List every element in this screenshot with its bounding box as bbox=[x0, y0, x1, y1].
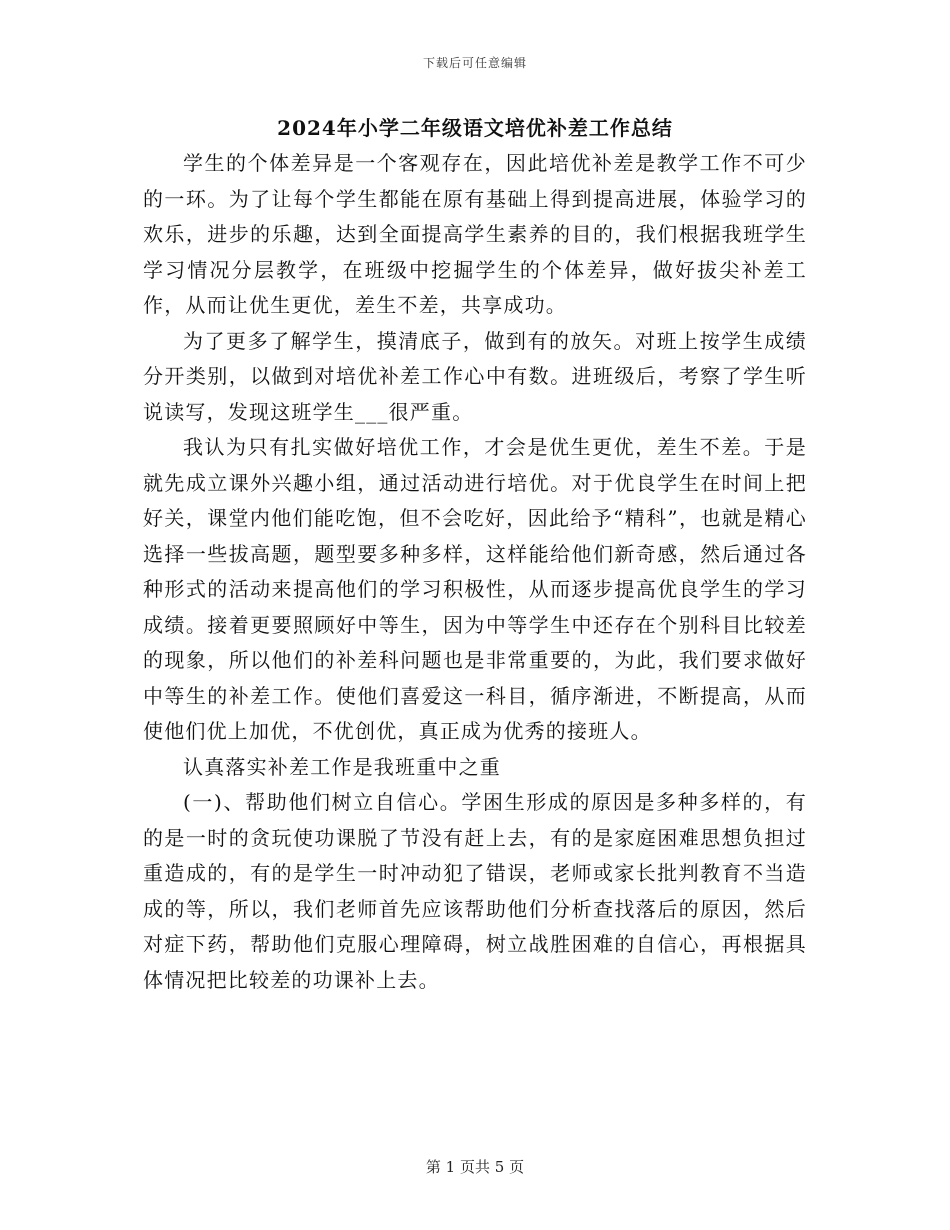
header-note: 下载后可任意编辑 bbox=[422, 56, 527, 70]
paragraph-excellence-training: 我认为只有扎实做好培优工作，才会是优生更优，差生不差。于是就先成立课外兴趣小组，通过活动进行培优。对于优良学生在时间上把好关，课堂内他们能吃饱，但不会吃好，因此给予“精科”，也就是精心选择一些拔高题，题型要多种多样，这样能给他们新奇感，然后通过各种形式的活动来提高他们的学习积极性，从而逐步提高优良学生的学习成绩。接着更要照顾好中等生，因为中等学生中还存在个别科目比较差的现象，所以他们的补差科问题也是非常重要的，为此，我们要求做好中等生的补差工作。使他们喜爱这一科目，循序渐进，不断提高，从而使他们优上加优，不优创优，真正成为优秀的接班人。 bbox=[143, 435, 807, 743]
paragraph-understanding-students: 为了更多了解学生，摸清底子，做到有的放矢。对班上按学生成绩分开类别，以做到对培优补差工作心中有数。进班级后，考察了学生听说读写，发现这班学生___很严重。 bbox=[143, 328, 807, 424]
document-title: 2024年小学二年级语文培优补差工作总结 bbox=[277, 116, 673, 140]
paragraph-section-heading: 认真落实补差工作是我班重中之重 bbox=[183, 754, 501, 779]
document-body bbox=[143, 146, 807, 998]
paragraph-intro: 学生的个体差异是一个客观存在，因此培优补差是教学工作不可少的一环。为了让每个学生都能在原有基础上得到提高进展，体验学习的欢乐，进步的乐趣，达到全面提高学生素养的目的，我们根据我班学生学习情况分层教学，在班级中挖掘学生的个体差异，做好拔尖补差工作，从而让优生更优，差生不差，共享成功。 bbox=[143, 151, 807, 317]
page-number-footer: 第 1 页共 5 页 bbox=[425, 1158, 525, 1176]
paragraph-build-confidence: (一)、帮助他们树立自信心。学困生形成的原因是多种多样的，有的是一时的贪玩使功课脱了节没有赶上去，有的是家庭困难思想负担过重造成的，有的是学生一时冲动犯了错误，老师或家长批判教育不当造成的等，所以，我们老师首先应该帮助他们分析查找落后的原因，然后对症下药，帮助他们克服心理障碍，树立战胜困难的自信心，再根据具体情况把比较差的功课补上去。 bbox=[143, 790, 807, 992]
